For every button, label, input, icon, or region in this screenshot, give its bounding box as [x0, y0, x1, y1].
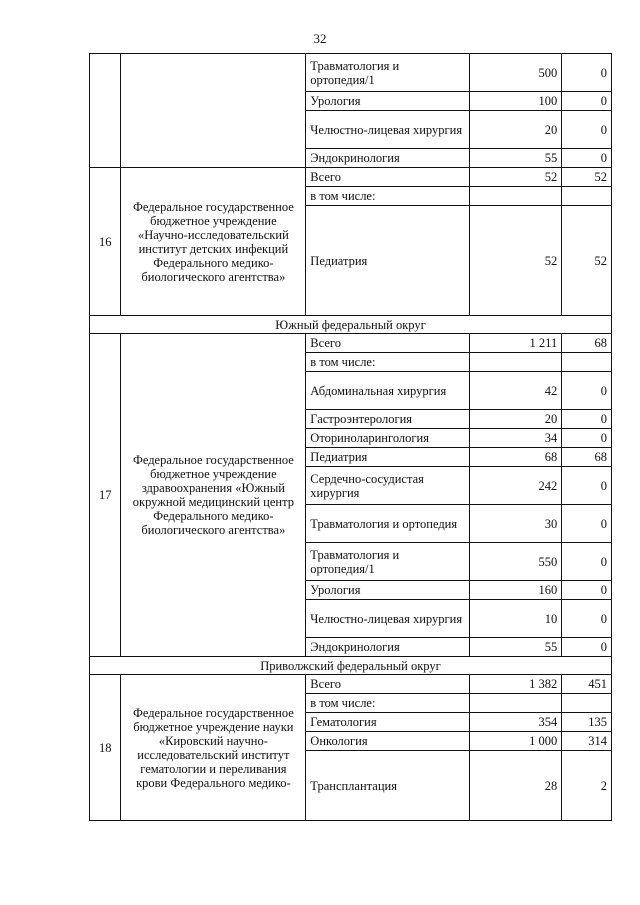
table-row: [90, 675, 612, 694]
specialty-cell: Травматология и ортопедия: [306, 505, 470, 543]
table-row: [90, 334, 612, 353]
specialty-cell: Урология: [306, 581, 470, 600]
beds-total-cell: 55: [469, 638, 561, 657]
table-row: [90, 168, 612, 187]
beds-total-cell: 20: [469, 111, 561, 149]
beds-children-cell: 52: [562, 206, 612, 316]
beds-children-cell: 0: [562, 543, 612, 581]
specialty-cell: Эндокринология: [306, 638, 470, 657]
region-heading: Южный федеральный округ: [90, 316, 612, 334]
specialty-cell: в том числе:: [306, 353, 470, 372]
beds-children-cell: [562, 353, 612, 372]
beds-children-cell: 0: [562, 429, 612, 448]
org-number-cell: 18: [90, 675, 121, 821]
beds-total-cell: [469, 187, 561, 206]
beds-children-cell: 451: [562, 675, 612, 694]
beds-children-cell: 314: [562, 732, 612, 751]
beds-children-cell: 0: [562, 149, 612, 168]
specialty-cell: Сердечно-сосудистая хирургия: [306, 467, 470, 505]
beds-children-cell: [562, 187, 612, 206]
org-number-cell: [90, 54, 121, 168]
region-row: [90, 316, 612, 334]
beds-total-cell: 500: [469, 54, 561, 92]
beds-total-cell: 550: [469, 543, 561, 581]
beds-children-cell: 0: [562, 581, 612, 600]
beds-total-cell: 30: [469, 505, 561, 543]
beds-total-cell: 1 382: [469, 675, 561, 694]
beds-children-cell: 0: [562, 505, 612, 543]
org-name-cell: Федеральное государственное бюджетное учреждение науки «Кировский научно-исследовательский институт гематологии и переливания крови Федерального медико-: [121, 675, 306, 821]
specialty-cell: Абдоминальная хирургия: [306, 372, 470, 410]
beds-total-cell: 1 000: [469, 732, 561, 751]
beds-children-cell: 0: [562, 54, 612, 92]
region-heading: Приволжский федеральный округ: [90, 657, 612, 675]
beds-children-cell: [562, 694, 612, 713]
beds-children-cell: 2: [562, 751, 612, 821]
beds-total-cell: 1 211: [469, 334, 561, 353]
specialty-cell: Трансплантация: [306, 751, 470, 821]
org-name-cell: [121, 54, 306, 168]
specialty-cell: Всего: [306, 675, 470, 694]
specialty-cell: Гастроэнтерология: [306, 410, 470, 429]
specialty-cell: Гематология: [306, 713, 470, 732]
beds-total-cell: 354: [469, 713, 561, 732]
specialty-cell: Педиатрия: [306, 448, 470, 467]
beds-children-cell: 0: [562, 638, 612, 657]
beds-children-cell: 0: [562, 410, 612, 429]
org-number-cell: 16: [90, 168, 121, 316]
beds-total-cell: 242: [469, 467, 561, 505]
hospital-capacity-table: [89, 53, 612, 821]
beds-total-cell: 34: [469, 429, 561, 448]
specialty-cell: Всего: [306, 334, 470, 353]
beds-total-cell: 100: [469, 92, 561, 111]
org-name-cell: Федеральное государственное бюджетное учреждение «Научно-исследовательский институт детских инфекций Федерального медико-биологического агентства»: [121, 168, 306, 316]
page-number: 32: [313, 31, 327, 46]
specialty-cell: Всего: [306, 168, 470, 187]
org-name-cell: Федеральное государственное бюджетное учреждение здравоохранения «Южный окружной медицинский центр Федерального медико-биологического агентства»: [121, 334, 306, 657]
beds-children-cell: 68: [562, 334, 612, 353]
specialty-cell: Травматология и ортопедия/1: [306, 54, 470, 92]
beds-total-cell: [469, 694, 561, 713]
beds-children-cell: 52: [562, 168, 612, 187]
beds-total-cell: 68: [469, 448, 561, 467]
specialty-cell: Урология: [306, 92, 470, 111]
specialty-cell: Травматология и ортопедия/1: [306, 543, 470, 581]
beds-children-cell: 135: [562, 713, 612, 732]
beds-total-cell: 52: [469, 168, 561, 187]
beds-children-cell: 68: [562, 448, 612, 467]
region-row: [90, 657, 612, 675]
specialty-cell: Онкология: [306, 732, 470, 751]
beds-total-cell: 10: [469, 600, 561, 638]
beds-total-cell: 20: [469, 410, 561, 429]
specialty-cell: в том числе:: [306, 187, 470, 206]
beds-total-cell: 42: [469, 372, 561, 410]
beds-children-cell: 0: [562, 372, 612, 410]
beds-children-cell: 0: [562, 92, 612, 111]
specialty-cell: Оториноларингология: [306, 429, 470, 448]
specialty-cell: Челюстно-лицевая хирургия: [306, 111, 470, 149]
beds-children-cell: 0: [562, 467, 612, 505]
beds-total-cell: 55: [469, 149, 561, 168]
org-number-cell: 17: [90, 334, 121, 657]
beds-total-cell: 28: [469, 751, 561, 821]
specialty-cell: Эндокринология: [306, 149, 470, 168]
beds-total-cell: 52: [469, 206, 561, 316]
specialty-cell: Педиатрия: [306, 206, 470, 316]
beds-total-cell: 160: [469, 581, 561, 600]
beds-children-cell: 0: [562, 600, 612, 638]
beds-children-cell: 0: [562, 111, 612, 149]
table-row: [90, 54, 612, 92]
beds-total-cell: [469, 353, 561, 372]
specialty-cell: Челюстно-лицевая хирургия: [306, 600, 470, 638]
specialty-cell: в том числе:: [306, 694, 470, 713]
